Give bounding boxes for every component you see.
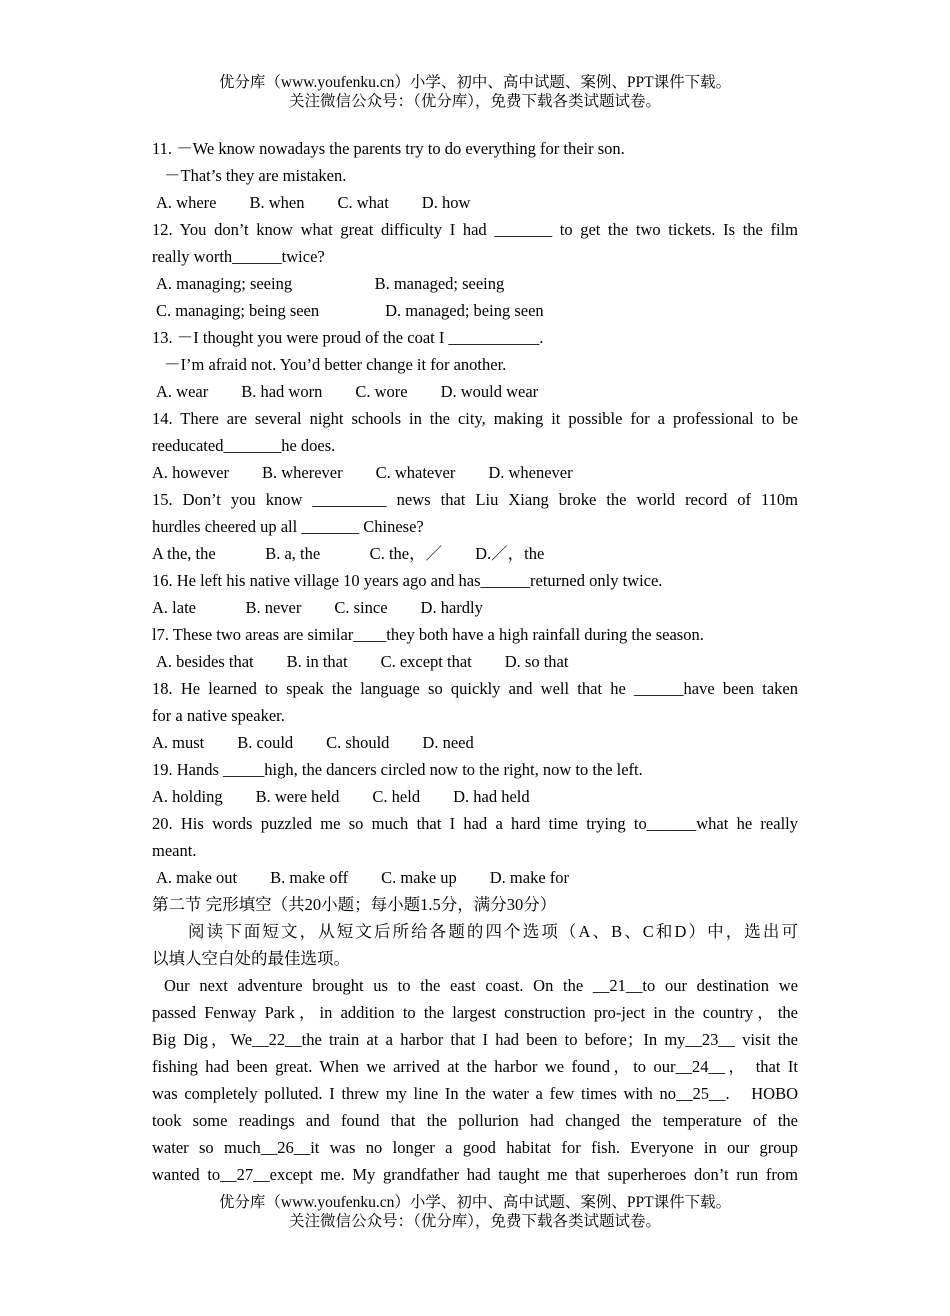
text-line: Our next adventure brought us to the east coast. On the __21__to our destination we (164, 976, 798, 995)
text-line: 14. There are several night schools in the city, making it possible for a professional to be (152, 409, 798, 428)
text-line: l7. These two areas are similar____they both have a high rainfall during the season. (152, 625, 704, 644)
text-line: －I’m afraid not. You’d better change it for another. (164, 355, 507, 374)
text-line: hurdles cheered up all _______ Chinese? (152, 517, 424, 536)
text-line: C. managing; being seen D. managed; being seen (156, 301, 544, 320)
text-line: A. holding B. were held C. held D. had held (152, 787, 530, 806)
text-line: A. make out B. make off C. make up D. make for (156, 868, 570, 887)
text-line: 13. －I thought you were proud of the coat I ___________. (152, 328, 544, 347)
footer-banner-line-1: 优分库（www.youfenku.cn）小学、初中、高中试题、案例、PPT课件下载。 (218, 1194, 732, 1211)
header-banner-line-2: 关注微信公众号：（优分库），免费下载各类试题试卷。 (288, 93, 661, 110)
text-line: A. besides that B. in that C. except that D. so that (156, 652, 569, 671)
header-banner-line-1: 优分库（www.youfenku.cn）小学、初中、高中试题、案例、PPT课件下载。 (218, 74, 732, 91)
text-line: A. where B. when C. what D. how (156, 193, 471, 212)
text-line: 19. Hands _____high, the dancers circled now to the right, now to the left. (152, 760, 643, 779)
text-line: reeducated_______he does. (152, 436, 336, 455)
text-line: fishing had been great. When we arrived at the harbor we found，to our__24__， that It (152, 1057, 798, 1076)
footer-banner-line-2: 关注微信公众号：（优分库），免费下载各类试题试卷。 (288, 1213, 661, 1230)
text-line: A. managing; seeing B. managed; seeing (156, 274, 505, 293)
text-line: A the, the B. a, the C. the，／ D.／，the (152, 544, 545, 563)
text-line: 18. He learned to speak the language so quickly and well that he ______have been taken (152, 679, 798, 698)
text-line: 12. You don’t know what great difficulty I had _______ to get the two tickets. Is the film (152, 220, 798, 239)
exam-content (152, 135, 798, 1188)
text-line: 阅读下面短文，从短文后所给各题的四个选项（A、B、C和D）中，选出可 (188, 922, 798, 941)
text-line: meant. (152, 841, 197, 860)
footer-banner (0, 1193, 950, 1231)
text-line: passed Fenway Park，in addition to the largest construction pro-ject in the country，the (152, 1003, 798, 1022)
text-line: 15. Don’t you know _________ news that Liu Xiang broke the world record of 110m (152, 490, 798, 509)
text-line: 以填人空白处的最佳选项。 (152, 949, 350, 968)
text-line: was completely polluted. I threw my line In the water a few times with no__25__. HOBO (152, 1084, 798, 1103)
text-line: A. must B. could C. should D. need (152, 733, 474, 752)
text-line: 11. －We know nowadays the parents try to do everything for their son. (152, 139, 625, 158)
text-line: 20. His words puzzled me so much that I had a hard time trying to______what he really (152, 814, 798, 833)
text-line: －That’s they are mistaken. (164, 166, 347, 185)
text-line: water so much__26__it was no longer a good habitat for fish. Everyone in our group (152, 1138, 798, 1157)
text-line: A. wear B. had worn C. wore D. would wear (156, 382, 539, 401)
text-line: 16. He left his native village 10 years ago and has______returned only twice. (152, 571, 663, 590)
header-banner (0, 73, 950, 111)
text-line: Big Dig，We__22__the train at a harbor that I had been to before；In my__23__ visit the (152, 1030, 798, 1049)
text-line: A. however B. wherever C. whatever D. whenever (152, 463, 573, 482)
text-line: took some readings and found that the pollurion had changed the temperature of the (152, 1111, 798, 1130)
text-line: for a native speaker. (152, 706, 285, 725)
text-line: A. late B. never C. since D. hardly (152, 598, 483, 617)
text-line: really worth______twice? (152, 247, 325, 266)
text-line: 第二节 完形填空（共20小题；每小题1.5分，满分30分） (152, 895, 557, 914)
text-line: wanted to__27__except me. My grandfather had taught me that superheroes don’t run from (152, 1165, 798, 1184)
